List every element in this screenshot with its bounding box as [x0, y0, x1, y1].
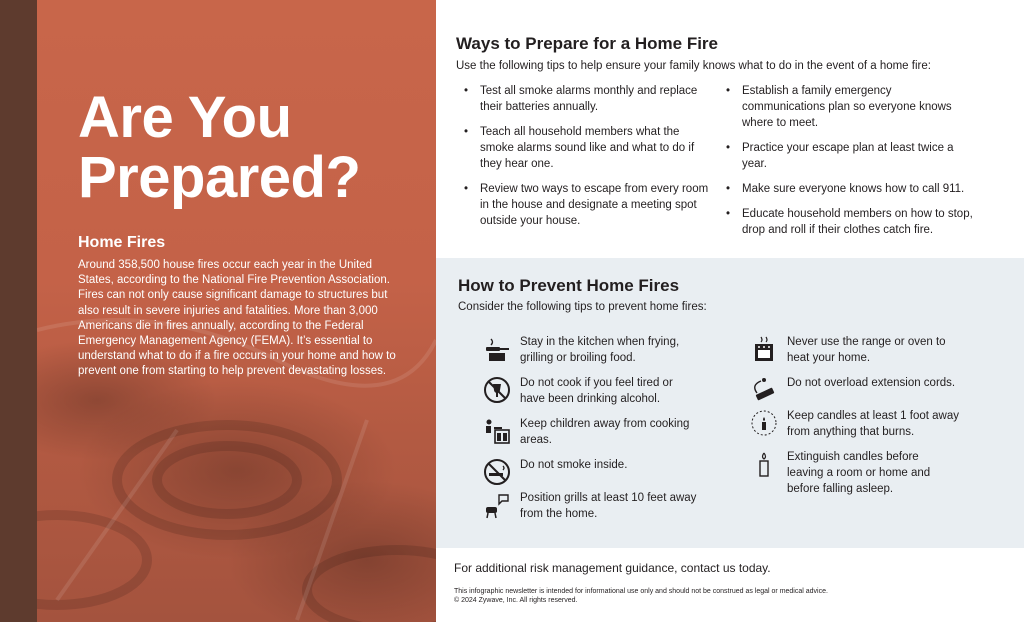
prepare-section [436, 0, 1024, 258]
oven-icon [749, 334, 779, 364]
prepare-list-column-2 [726, 83, 976, 247]
tip-item [749, 408, 967, 440]
tip-text: Never use the range or oven to heat your home. [787, 336, 946, 364]
tip-text: Keep candles at least 1 foot away from anything that burns. [787, 410, 959, 438]
hero-panel [37, 0, 436, 622]
tip-text: Stay in the kitchen when frying, grilling or broiling food. [520, 336, 680, 364]
left-accent-strip [0, 0, 37, 622]
tip-item [482, 375, 700, 407]
list-item: • Make sure everyone knows how to call 911. [726, 181, 976, 197]
tip-text: Do not overload extension cords. [787, 377, 956, 389]
copyright-text: © 2024 Zywave, Inc. All rights reserved. [454, 597, 578, 604]
tip-text: Extinguish candles before leaving a room or home and before falling asleep. [787, 451, 931, 495]
tip-text: Position grills at least 10 feet away from the home. [520, 492, 697, 520]
child-stove-icon [482, 416, 512, 446]
stove-pan-icon [482, 334, 512, 364]
footer-cta: For additional risk management guidance, contact us today. [454, 561, 771, 575]
prevent-section [436, 258, 1024, 548]
tip-item [482, 334, 700, 366]
tip-text: Keep children away from cooking areas. [520, 418, 690, 446]
list-item: • Establish a family emergency communications plan so everyone knows where to meet. [726, 83, 976, 131]
list-item: • Practice your escape plan at least twice a year. [726, 140, 976, 172]
list-item: • Educate household members on how to stop, drop and roll if their clothes catch fire. [726, 206, 976, 238]
no-drinking-icon [482, 375, 512, 405]
tip-item [482, 416, 700, 448]
tip-item [749, 449, 947, 497]
prepare-intro: Use the following tips to help ensure your family knows what to do in the event of a home fire: [456, 60, 931, 72]
footer-disclaimer [454, 587, 828, 605]
prepare-list-column-1 [464, 83, 716, 238]
hero-title [78, 85, 418, 210]
list-item: • Teach all household members what the smoke alarms sound like and what to do if they hear one. [464, 124, 716, 172]
prevent-title: How to Prevent Home Fires [458, 276, 680, 295]
extension-cord-icon [749, 375, 779, 405]
hero-title-line-2: Prepared? [78, 145, 361, 210]
tip-text: Do not smoke inside. [520, 459, 628, 471]
prepare-title: Ways to Prepare for a Home Fire [456, 34, 719, 53]
tip-item [749, 334, 967, 366]
tip-text: Do not cook if you feel tired or have been drinking alcohol. [520, 377, 673, 405]
prevent-intro: Consider the following tips to prevent home fires: [458, 301, 707, 313]
home-fires-body: Around 358,500 house fires occur each year in the United States, according to the National Fire Prevention Association. Fires can not only cause significant damage to structures but also result in severe injuries and fatalities. More than 3,000 Americans die in fires annually, according to the Federal Emergency Management Agency (FEMA). It’s essential to understand what to do if a fire occurs in your home and how to prevent one from starting to help prevent devastating losses. [78, 259, 396, 378]
candle-radius-icon [749, 408, 779, 438]
footer [436, 548, 1024, 622]
list-item: • Test all smoke alarms monthly and replace their batteries annually. [464, 83, 716, 115]
hero-title-line-1: Are You [78, 85, 292, 150]
home-fires-heading: Home Fires [78, 234, 166, 251]
candle-icon [749, 449, 779, 479]
tip-item [482, 457, 700, 487]
no-smoking-icon [482, 457, 512, 487]
list-item: • Review two ways to escape from every room in the house and designate a meeting spot outside your house. [464, 181, 716, 229]
grill-icon [482, 490, 512, 520]
tip-item [749, 375, 967, 405]
disclaimer-text: This infographic newsletter is intended for informational use only and should not be construed as legal or medical advice. [454, 588, 828, 595]
tip-item [482, 490, 700, 522]
